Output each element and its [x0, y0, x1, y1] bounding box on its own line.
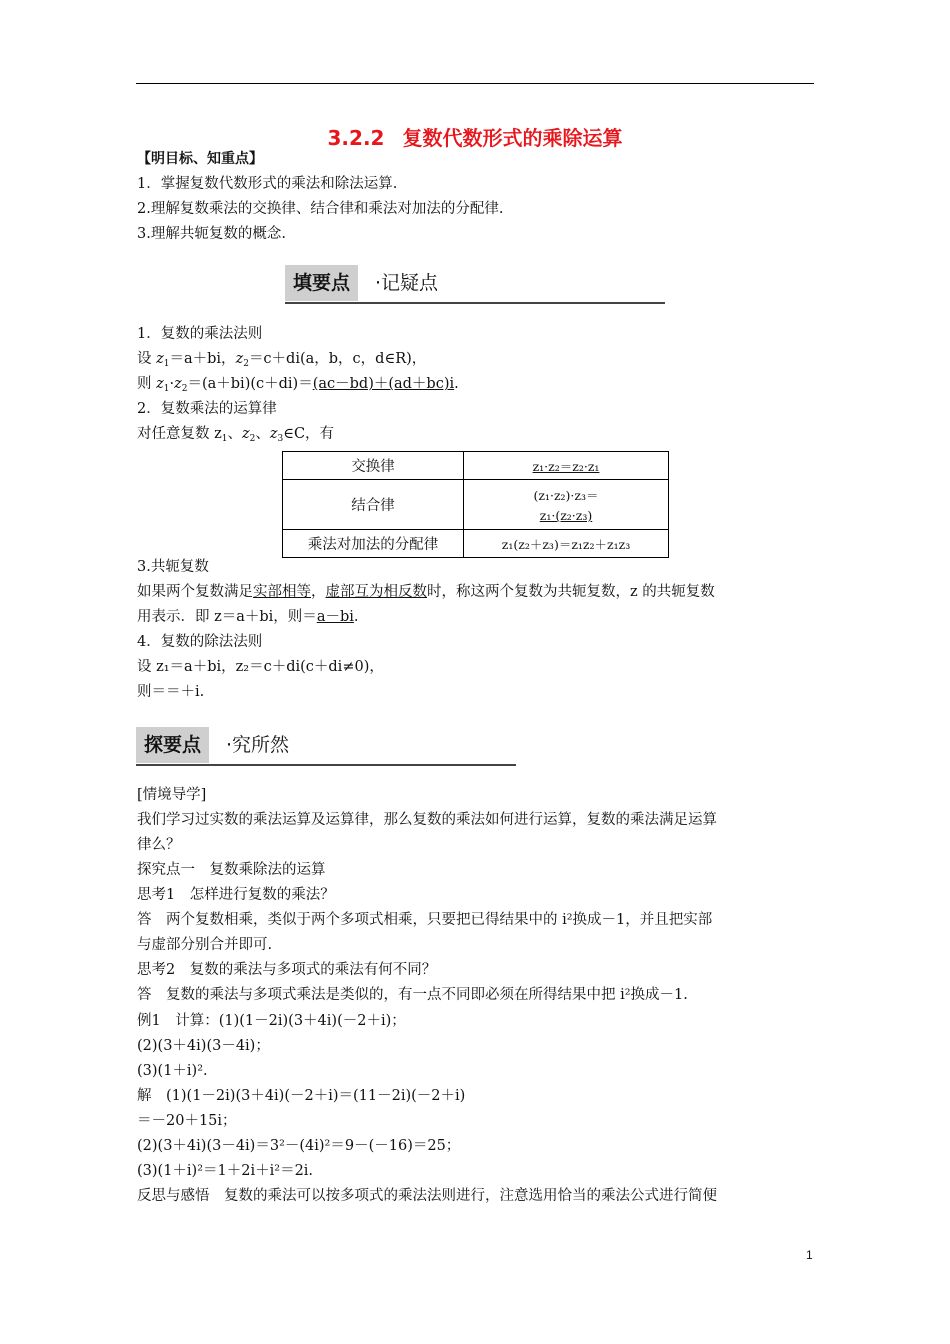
- body-line: 反思与感悟 复数的乘法可以按多项式的乘法法则进行，注意选用恰当的乘法公式进行简便: [137, 1188, 717, 1204]
- body-line: 探究点一 复数乘除法的运算: [137, 862, 326, 878]
- sec1-heading: 1．复数的乘法法则: [137, 326, 263, 342]
- body-line: 我们学习过实数的乘法运算及运算律，那么复数的乘法如何进行运算，复数的乘法满足运算: [137, 812, 717, 828]
- body-line: 与虚部分别合并即可.: [137, 937, 273, 953]
- body-line: 例1 计算：(1)(1－2i)(3＋4i)(－2＋i)；: [137, 1013, 406, 1029]
- banner-fill-key-points: [285, 265, 665, 301]
- sec1-set: 设 $z_1=a+bi$，$z_2=c+di(a$，b，c，d∈R)，: [137, 351, 427, 369]
- title-number: 3.2.2: [327, 126, 385, 150]
- table-row: [283, 452, 669, 480]
- body-line: (3)(1＋i)²＝1＋2i＋i²＝2i.: [137, 1163, 314, 1179]
- body-line: ＝－20＋15i；: [137, 1113, 237, 1129]
- body-line: (3)(1＋i)².: [137, 1063, 208, 1079]
- sec2-any: 对任意复数 $z_1$、$z_2$、$z_3\in C$，有: [137, 426, 335, 444]
- body-line: (2)(3＋4i)(3－4i)；: [137, 1038, 270, 1054]
- page-title: [0, 122, 950, 151]
- body-line: [情境导学]: [137, 787, 207, 803]
- goal-item-3: 3.理解共轭复数的概念.: [137, 226, 286, 242]
- page-number: 1: [806, 1248, 813, 1262]
- title-text: 复数代数形式的乘除运算: [402, 126, 623, 150]
- sec2-heading: 2．复数乘法的运算律: [137, 401, 277, 417]
- goal-item-2: 2.理解复数乘法的交换律、结合律和乘法对加法的分配律.: [137, 201, 504, 217]
- law-value: z₁·z₂＝z₂·z₁: [464, 452, 669, 480]
- goal-item-1: 1．掌握复数代数形式的乘法和除法运算.: [137, 176, 398, 192]
- sec4-heading: 4．复数的除法法则: [137, 634, 263, 650]
- banner-explore-points: [136, 727, 516, 763]
- sec1-then: 则 $z_1\cdot z_2=(a+bi)(c+di)=(ac-bd)+(ad+bc)i$.: [137, 376, 459, 394]
- banner-sub: ·记疑点: [375, 272, 439, 294]
- sec4-then: 则＝＝＋i.: [137, 684, 205, 700]
- body-line: (2)(3＋4i)(3－4i)＝3²－(4i)²＝9－(－16)＝25；: [137, 1138, 461, 1154]
- law-name: 结合律: [283, 480, 464, 530]
- law-name: 乘法对加法的分配律: [283, 530, 464, 558]
- body-line: 解 (1)(1－2i)(3＋4i)(－2＋i)＝(11－2i)(－2＋i): [137, 1088, 466, 1104]
- banner-underline: [136, 764, 516, 766]
- body-line: 答 复数的乘法与多项式乘法是类似的，有一点不同即必须在所得结果中把 i²换成－1.: [137, 987, 688, 1003]
- body-line: 思考1 怎样进行复数的乘法？: [137, 887, 335, 903]
- product-answer: (ac－bd)＋(ad＋bc)i: [312, 376, 455, 392]
- table-row: [283, 480, 669, 530]
- sec3-p1: 如果两个复数满足实部相等，虚部互为相反数时，称这两个复数为共轭复数，z 的共轭复数: [137, 584, 715, 600]
- sec4-set: 设 z₁＝a＋bi，z₂＝c＋di(c＋di≠0)，: [137, 659, 384, 675]
- sec3-p2: 用表示．即 z＝a＋bi，则＝a－bi.: [137, 609, 359, 625]
- law-name: 交换律: [283, 452, 464, 480]
- sec3-heading: 3.共轭复数: [137, 559, 209, 575]
- law-value: z₁(z₂＋z₃)＝z₁z₂＋z₁z₃: [464, 530, 669, 558]
- body-line: 答 两个复数相乘，类似于两个多项式相乘，只要把已得结果中的 i²换成－1，并且把实部: [137, 912, 713, 928]
- banner-box: 探要点: [136, 727, 209, 763]
- table-row: [283, 530, 669, 558]
- body-line: 思考2 复数的乘法与多项式的乘法有何不同？: [137, 962, 437, 978]
- goals-header: 【明目标、知重点】: [137, 151, 263, 167]
- body-line: 律么？: [137, 837, 181, 853]
- banner-box: 填要点: [285, 265, 358, 301]
- banner-underline: [285, 302, 665, 304]
- banner-sub: ·究所然: [226, 734, 290, 756]
- law-value: (z₁·z₂)·z₃＝ z₁·(z₂·z₃): [464, 480, 669, 530]
- laws-table: [282, 451, 669, 558]
- header-rule: [136, 83, 814, 84]
